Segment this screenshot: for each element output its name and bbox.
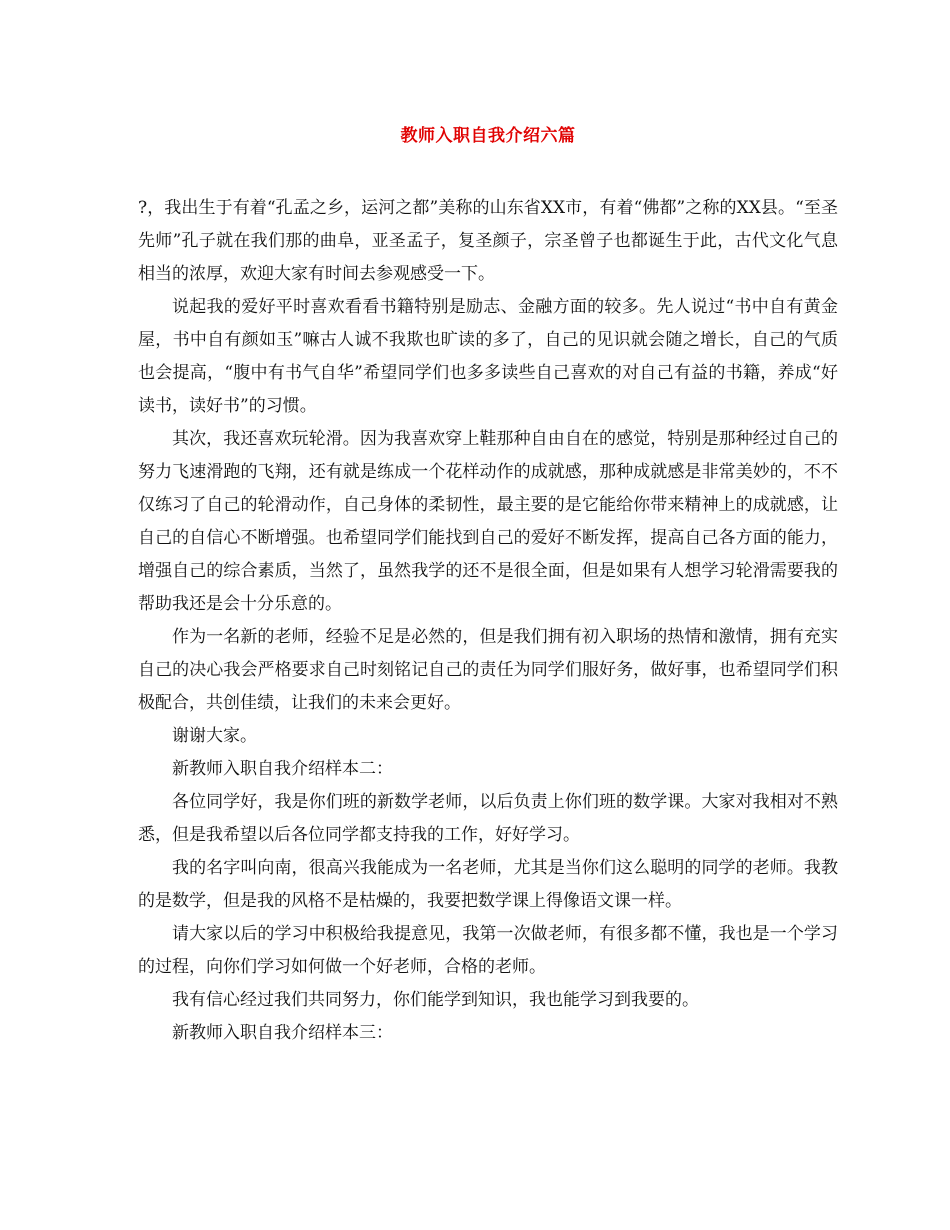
- paragraph-7: 各位同学好，我是你们班的新数学老师，以后负责上你们班的数学课。大家对我相对不熟悉，但是我希望以后各位同学都支持我的工作，好好学习。: [138, 792, 838, 845]
- paragraph-2: 说起我的爱好平时喜欢看看书籍特别是励志、金融方面的较多。先人说过“书中自有黄金屋，书中自有颜如玉”嘛古人诚不我欺也旷读的多了，自己的见识就会随之增长，自己的气质也会提高，“腹中有书气自华”希望同学们也多多读些自己喜欢的对自己有益的书籍，养成“好读书，读好书”的习惯。: [138, 297, 838, 416]
- section-heading-sample-three: 新教师入职自我介绍样本三：: [172, 1023, 393, 1043]
- paragraph-4: 作为一名新的老师，经验不足是必然的，但是我们拥有初入职场的热情和激情，拥有充实自己的决心我会严格要求自己时刻铭记自己的责任为同学们服好务，做好事，也希望同学们积极配合，共创佳绩，让我们的未来会更好。: [138, 627, 838, 713]
- paragraph-8: 我的名字叫向南，很高兴我能成为一名老师，尤其是当你们这么聪明的同学的老师。我教的是数学，但是我的风格不是枯燥的，我要把数学课上得像语文课一样。: [138, 858, 838, 911]
- document-title: 教师入职自我介绍六篇: [400, 126, 576, 146]
- document-body: [138, 192, 838, 1050]
- paragraph-1: ?，我出生于有着“孔孟之乡，运河之都”美称的山东省XX市，有着“佛都”之称的XX县。“至圣先师”孔子就在我们那的曲阜，亚圣孟子，复圣颜子，宗圣曾子也都诞生于此，古代文化气息相当的浓厚，欢迎大家有时间去参观感受一下。: [138, 198, 838, 284]
- section-heading-sample-two: 新教师入职自我介绍样本二：: [172, 759, 393, 779]
- paragraph-9: 请大家以后的学习中积极给我提意见，我第一次做老师，有很多都不懂，我也是一个学习的过程，向你们学习如何做一个好老师，合格的老师。: [138, 924, 838, 977]
- paragraph-10: 我有信心经过我们共同努力，你们能学到知识，我也能学习到我要的。: [172, 990, 699, 1010]
- paragraph-3: 其次，我还喜欢玩轮滑。因为我喜欢穿上鞋那种自由自在的感觉，特别是那种经过自己的努力飞速滑跑的飞翔，还有就是练成一个花样动作的成就感，那种成就感是非常美妙的，不不仅练习了自己的轮滑动作，自己身体的柔韧性，最主要的是它能给你带来精神上的成就感，让自己的自信心不断增强。也希望同学们能找到自己的爱好不断发挥，提高自己各方面的能力，增强自己的综合素质，当然了，虽然我学的还不是很全面，但是如果有人想学习轮滑需要我的帮助我还是会十分乐意的。: [138, 429, 838, 614]
- paragraph-5: 谢谢大家。: [172, 726, 257, 746]
